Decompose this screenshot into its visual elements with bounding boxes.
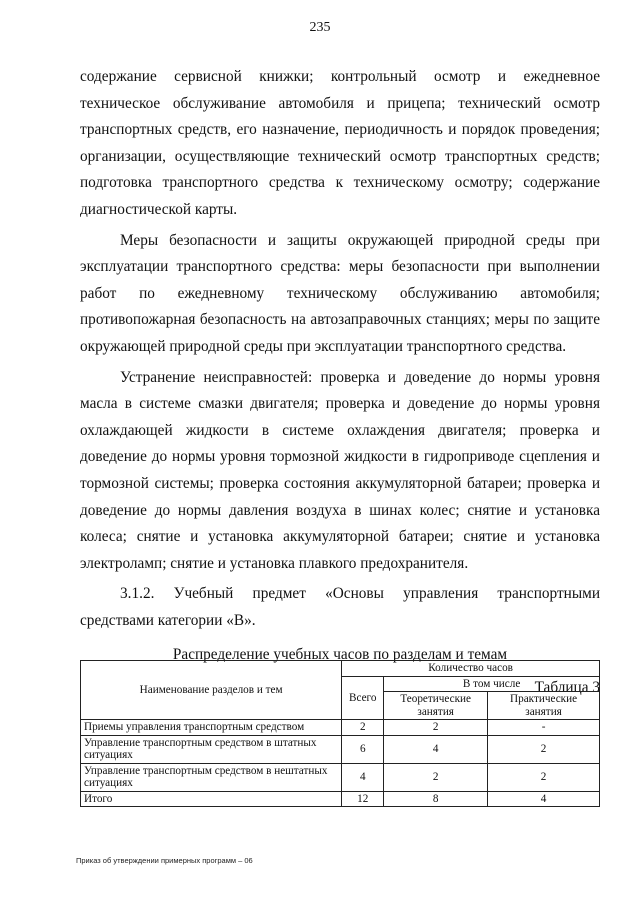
header-practice: Практические занятия [488, 692, 600, 720]
table-row [81, 720, 600, 736]
table-row [81, 763, 600, 791]
total-row-practice: 4 [488, 791, 600, 807]
row-total: 2 [342, 720, 384, 736]
header-total: Всего [342, 676, 384, 720]
total-row-name: Итого [81, 791, 342, 807]
total-row-total: 12 [342, 791, 384, 807]
body-text [80, 64, 600, 702]
table-total-row [81, 791, 600, 807]
page-number: 235 [309, 20, 331, 35]
total-row-theory: 8 [384, 791, 488, 807]
paragraph-service-book: содержание сервисной книжки; контрольный осмотр и ежедневное техническое обслуживание автомобиля и прицепа; технический осмотр транспортных средств, его назначение, периодичность и порядок проведения; организации, осуществляющие технический осмотр транспортных средств; подготовка транспортного средства к техническому осмотру; содержание диагностической карты. [80, 68, 600, 218]
header-theory: Теоретические занятия [384, 692, 488, 720]
row-total: 6 [342, 735, 384, 763]
paragraph-subject-heading: 3.1.2. Учебный предмет «Основы управления транспортными средствами категории «В». [80, 585, 600, 629]
paragraph-troubleshooting: Устранение неисправностей: проверка и доведение до нормы уровня масла в системе смазки двигателя; проверка и доведение до нормы уровня охлаждающей жидкости в системе охлаждения двигателя; проверка и доведение до нормы уровня тормозной жидкости в гидроприводе сцепления и тормозной системы; проверка состояния аккумуляторной батареи; проверка и доведение до нормы давления воздуха в шинах колес; снятие и установка колеса; снятие и установка аккумуляторной батареи; снятие и установка электроламп; снятие и установка плавкого предохранителя. [80, 368, 600, 572]
row-theory: 4 [384, 735, 488, 763]
header-hours-count: Количество часов [342, 661, 600, 677]
row-practice: - [488, 720, 600, 736]
table-subtitle: Распределение учебных часов по разделам и темам [172, 646, 508, 664]
page-footer: Приказ об утверждении примерных программ – 06 [76, 856, 253, 865]
paragraph-safety-measures: Меры безопасности и защиты окружающей природной среды при эксплуатации транспортного средства: меры безопасности при выполнении работ по ежедневному техническому обслуживанию автомобиля; противопожарная безопасность на автозаправочных станциях; меры по защите окружающей природной среды при эксплуатации транспортного средства. [80, 231, 600, 355]
table-row [81, 735, 600, 763]
header-section-name: Наименование разделов и тем [81, 661, 342, 720]
row-total: 4 [342, 763, 384, 791]
row-name: Приемы управления транспортным средством [81, 720, 342, 736]
row-theory: 2 [384, 763, 488, 791]
row-practice: 2 [488, 763, 600, 791]
row-theory: 2 [384, 720, 488, 736]
row-name: Управление транспортным средством в штатных ситуациях [81, 735, 342, 763]
row-name: Управление транспортным средством в нештатных ситуациях [81, 763, 342, 791]
table-label: Таблица 3 [534, 679, 600, 697]
hours-table [80, 660, 600, 807]
row-practice: 2 [488, 735, 600, 763]
header-including: В том числе [384, 676, 600, 692]
